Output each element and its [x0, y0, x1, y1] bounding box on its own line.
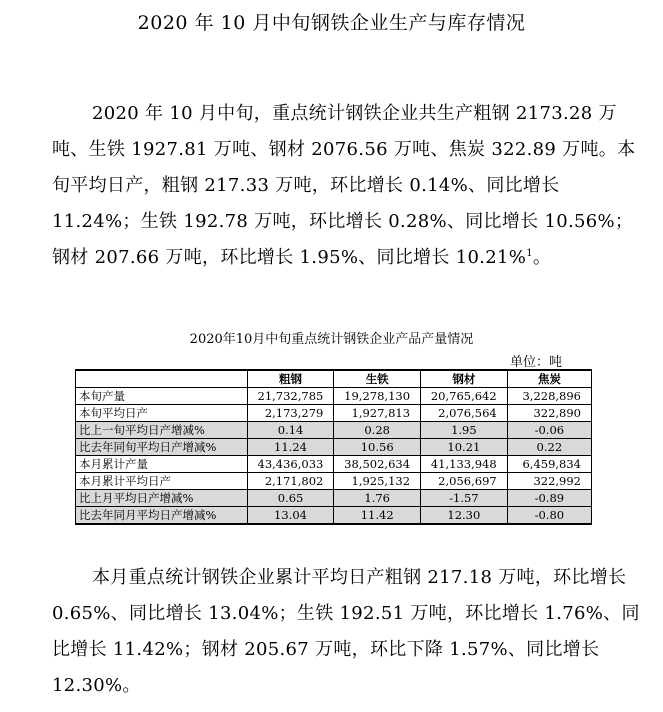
- monthly-summary-paragraph: 本月重点统计钢铁企业累计平均日产粗钢 217.18 万吨，环比增长 0.65%、同比增长 13.04%；生铁 192.51 万吨，环比增长 1.76%、同比增长 11.42%；钢材 205.67 万吨，环比下降 1.57%、同比增长 12.30%。: [52, 567, 640, 696]
- table-unit: 单位：吨: [510, 355, 563, 370]
- table-cell: -0.06: [507, 422, 591, 439]
- table-cell: 19,278,130: [334, 388, 421, 405]
- table-cell: 2,056,697: [421, 473, 508, 490]
- table-row: [76, 439, 592, 456]
- table-title: 2020年10月中旬重点统计钢铁企业产品产量情况: [189, 332, 474, 347]
- table-row: [76, 456, 592, 473]
- table-cell: 38,502,634: [334, 456, 421, 473]
- row-label: 本月累计平均日产: [76, 473, 248, 490]
- column-header-pig-iron: 生铁: [334, 370, 421, 388]
- row-label: 本旬产量: [76, 388, 248, 405]
- table-row: [76, 473, 592, 490]
- table-row: [76, 507, 592, 525]
- table-cell: 10.56: [334, 439, 421, 456]
- table-cell: 1.95: [421, 422, 508, 439]
- row-label: 本旬平均日产: [76, 405, 248, 422]
- table-cell: 1.76: [334, 490, 421, 507]
- column-header-crude-steel: 粗钢: [247, 370, 334, 388]
- table-cell: 11.24: [247, 439, 334, 456]
- row-label: 比去年同月平均日产增减%: [76, 507, 248, 525]
- production-summary-text: 2020 年 10 月中旬，重点统计钢铁企业共生产粗钢 2173.28 万吨、生铁 1927.81 万吨、钢材 2076.56 万吨、焦炭 322.89 万吨。本旬平均日产，粗钢 217.33 万吨，环比增长 0.14%、同比增长 11.24%；生铁 192.78 万吨，环比增长 0.28%、同比增长 10.56%；钢材 207.66 万吨，环比增长 1.95%、同比增长 10.21%: [52, 103, 636, 268]
- table-cell: -1.57: [421, 490, 508, 507]
- table-row: [76, 490, 592, 507]
- table-cell: 322,992: [507, 473, 591, 490]
- table-cell: 0.14: [247, 422, 334, 439]
- page-title: 2020 年 10 月中旬钢铁企业生产与库存情况: [137, 12, 526, 34]
- production-summary-paragraph: 2020 年 10 月中旬，重点统计钢铁企业共生产粗钢 2173.28 万吨、生铁 1927.81 万吨、钢材 2076.56 万吨、焦炭 322.89 万吨。本旬平均日产，粗钢 217.33 万吨，环比增长 0.14%、同比增长 11.24%；生铁 192.78 万吨，环比增长 0.28%、同比增长 10.56%；钢材 207.66 万吨，环比增长 1.95%、同比增长 10.21%$^1$。: [52, 103, 636, 268]
- table-cell: 0.65: [247, 490, 334, 507]
- table-cell: 43,436,033: [247, 456, 334, 473]
- table-cell: 11.42: [334, 507, 421, 525]
- column-header-blank: [76, 370, 248, 388]
- table-cell: 12.30: [421, 507, 508, 525]
- table-cell: 322,890: [507, 405, 591, 422]
- row-label: 比上月平均日产增减%: [76, 490, 248, 507]
- table-cell: 2,076,564: [421, 405, 508, 422]
- row-label: 比去年同旬平均日产增减%: [76, 439, 248, 456]
- table-cell: 10.21: [421, 439, 508, 456]
- table-row: [76, 405, 592, 422]
- table-cell: 20,765,642: [421, 388, 508, 405]
- table-header-row: [76, 370, 592, 388]
- row-label: 比上一旬平均日产增减%: [76, 422, 248, 439]
- table-cell: 1,927,813: [334, 405, 421, 422]
- table-body: [76, 388, 592, 525]
- table-row: [76, 422, 592, 439]
- table-cell: 41,133,948: [421, 456, 508, 473]
- production-table: [75, 369, 592, 525]
- table-cell: 3,228,896: [507, 388, 591, 405]
- table-cell: -0.80: [507, 507, 591, 525]
- table-cell: 0.28: [334, 422, 421, 439]
- row-label: 本月累计产量: [76, 456, 248, 473]
- column-header-coke: 焦炭: [507, 370, 591, 388]
- table-cell: 2,171,802: [247, 473, 334, 490]
- table-cell: 21,732,785: [247, 388, 334, 405]
- table-cell: 6,459,834: [507, 456, 591, 473]
- table-cell: 13.04: [247, 507, 334, 525]
- table-cell: -0.89: [507, 490, 591, 507]
- table-cell: 0.22: [507, 439, 591, 456]
- table-cell: 2,173,279: [247, 405, 334, 422]
- table-row: [76, 388, 592, 405]
- column-header-steel-products: 钢材: [421, 370, 508, 388]
- table-cell: 1,925,132: [334, 473, 421, 490]
- footnote-marker: 1: [526, 248, 533, 259]
